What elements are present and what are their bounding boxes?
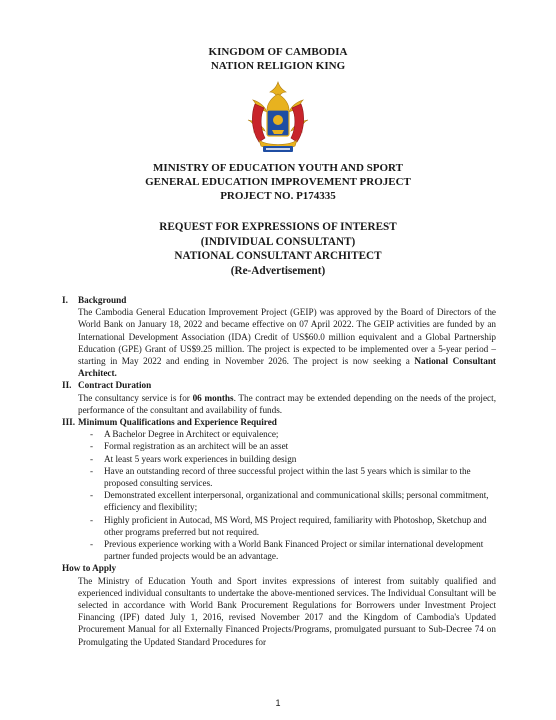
list-item: - A Bachelor Degree in Architect or equivalence;: [92, 428, 496, 440]
qualifications-list: [62, 428, 496, 562]
apply-paragraph: The Ministry of Education Youth and Sport invites expressions of interest from suitably qualified and experienced individual consultants to undertake the above-mentioned services. The Individual Consultant will be selected in accordance with World Bank Procurement Regulations for Borrowers under Investment Project Financing (IPF) dated July 1, 2016, revised November 2017 and the Kingdom of Cambodia's Updated Procurement Manual for all Externally Financed Projects/Programs, promulgated pursuant to Sub-Decree 74 on Promulgating the Updated Standard Procedures for: [78, 575, 496, 647]
section-heading-qualifications: [62, 416, 496, 428]
notice-line-2: (INDIVIDUAL CONSULTANT): [200, 235, 356, 248]
project-name: GENERAL EDUCATION IMPROVEMENT PROJECT: [145, 176, 411, 188]
section-heading-contract: [62, 379, 496, 391]
contract-text-b: . The contract may be extended depending on the needs of the project, performance of the consultant and availability of funds.: [78, 392, 496, 415]
page-number: 1: [275, 698, 281, 708]
ministry-header: [0, 161, 556, 203]
section-title: How to Apply: [62, 563, 117, 574]
notice-line-1: REQUEST FOR EXPRESSIONS OF INTEREST: [159, 221, 397, 233]
list-item: - Have an outstanding record of three successful project within the last 5 years which is similar to the proposed consulting services.: [92, 465, 496, 489]
project-number: PROJECT NO. P174335: [220, 190, 336, 202]
section-number: III.: [62, 417, 76, 428]
kingdom-line: KINGDOM OF CAMBODIA: [208, 46, 348, 58]
contract-paragraph: [62, 392, 496, 416]
section-title: Contract Duration: [78, 380, 152, 391]
background-text: The Cambodia General Education Improvement Project (GEIP) was approved by the Board of Directors of the World Bank on January 18, 2022 and became effective on 07 April 2022. The GEIP activities are funded by an International Development Association (IDA) Credit of US$60.0 million equivalent and a Global Partnership Education (GPE) Grant of US$9.25 million. The project is expected to be implemented over a 5-year period – starting in May 2022 and ending in November 2026. The project is now seeking a: [78, 307, 496, 367]
ministry-name: MINISTRY OF EDUCATION YOUTH AND SPORT: [153, 162, 403, 174]
motto-line: NATION RELIGION KING: [210, 60, 346, 72]
notice-line-4: (Re-Advertisement): [230, 264, 326, 277]
list-item: - Formal registration as an architect will be an asset: [92, 440, 496, 452]
notice-title: [0, 220, 556, 278]
section-heading-background: [62, 294, 496, 306]
list-item: - Demonstrated excellent interpersonal, organizational and communicational skills; personal commitment, efficiency and flexibility;: [92, 489, 496, 513]
contract-text-a: The consultancy service is for: [78, 392, 193, 403]
list-item: - Previous experience working with a World Bank Financed Project or similar international development partner funded projects would be an advantage.: [92, 538, 496, 562]
contract-duration-value: 06 months: [192, 392, 234, 403]
section-heading-apply: [62, 562, 496, 574]
list-item: - Highly proficient in Autocad, MS Word, MS Project required, familiarity with Photoshop, Sketchup and other programs preferred but not required.: [92, 514, 496, 538]
section-title: Background: [78, 295, 127, 305]
royal-emblem-icon: [243, 80, 313, 156]
notice-line-3: NATIONAL CONSULTANT ARCHITECT: [174, 250, 382, 262]
background-paragraph: [62, 306, 496, 379]
section-number: II.: [62, 380, 72, 391]
background-bold-text: National Consultant Architect.: [78, 356, 496, 379]
section-title: Minimum Qualifications and Experience Required: [78, 417, 277, 428]
list-item: - At least 5 years work experiences in building design: [92, 453, 496, 465]
document-body: [62, 294, 496, 648]
kingdom-header: [0, 45, 556, 73]
section-number: I.: [62, 295, 68, 305]
